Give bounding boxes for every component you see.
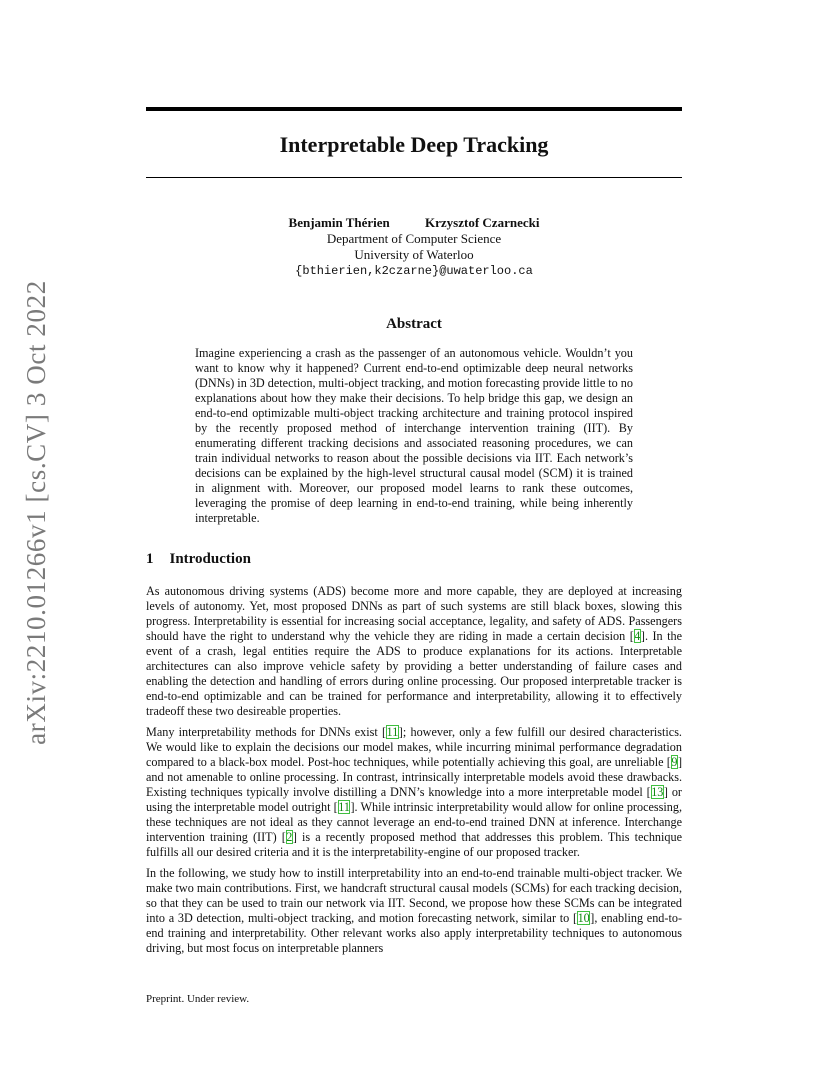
author-department: Department of Computer Science bbox=[326, 231, 502, 246]
paragraph: Many interpretability methods for DNNs exist [11]; however, only a few fulfill our desired characteristics. We would like to explain the decisions our model makes, while incurring minimal performance degradation compared to a black-box model. Post-hoc techniques, while potentially achieving this goal, are unreliable [9] and not amenable to online processing. In contrast, intrinsically interpretable models avoid these drawbacks. Existing techniques typically involve distilling a DNN’s knowledge into a more interpretable model [13] or using the interpretable model outright [11]. While intrinsic interpretability would allow for online processing, these techniques are not ideal as they cannot leverage an end-to-end trained DNN at inference. Interchange intervention training (IIT) [2] is a recently proposed method that addresses this problem. This technique fulfills all our desired criteria and it is the interpretability-engine of our proposed tracker. bbox=[146, 725, 682, 859]
paragraph-text: In the following, we study how to instill interpretability into an end-to-end trainable multi-object tracker. We make two main contributions. First, we handcraft structural causal models (SCMs) for each tracking decision, so that they can be used to train our network via IIT. Second, we propose how these SCMs can be integrated into a 3D detection, multi-object tracking, and motion forecasting network, similar to bbox=[146, 866, 682, 925]
paragraph-text: . In the event of a crash, legal entities require the ADS to produce explanations for its actions. Interpretable architectures can also improve vehicle safety by providing a better understanding of failure cases and enabling the detection and handling of errors during online processing. Our proposed interpretable tracker is end-to-end optimizable and can be trained for performance and interpretability, allowing it to effectively tradeoff these two desireable properties. bbox=[146, 629, 682, 718]
section-title: Introduction bbox=[169, 551, 251, 567]
section-number: 1 bbox=[146, 551, 154, 567]
citation-link[interactable]: 13 bbox=[651, 785, 664, 799]
title-bottom-rule bbox=[146, 177, 682, 178]
introduction-body bbox=[146, 584, 682, 962]
citation-link[interactable]: 9 bbox=[671, 755, 678, 769]
citation-link[interactable]: 11 bbox=[338, 800, 350, 814]
arxiv-identifier-text: arXiv:2210.01266v1 [cs.CV] 3 Oct 2022 bbox=[20, 279, 51, 745]
author-names bbox=[146, 215, 682, 231]
paper-title: Interpretable Deep Tracking bbox=[279, 132, 549, 157]
citation-link[interactable]: 10 bbox=[577, 911, 590, 925]
author-name: Benjamin Thérien bbox=[288, 215, 390, 230]
author-university: University of Waterloo bbox=[354, 247, 474, 262]
paragraph-text: , enabling end-to-end training and interpretability. Other relevant works also apply interpretability techniques to autonomous driving, but most focus on interpretable planners bbox=[146, 911, 682, 955]
paragraph-text: Many interpretability methods for DNNs exist bbox=[146, 725, 382, 739]
paragraph: In the following, we study how to instill interpretability into an end-to-end trainable multi-object tracker. We make two main contributions. First, we handcraft structural causal models (SCMs) for each tracking decision, so that they can be used to train our network via IIT. Second, we propose how these SCMs can be integrated into a 3D detection, multi-object tracking, and motion forecasting network, similar to [10], enabling end-to-end training and interpretability. Other relevant works also apply interpretability techniques to autonomous driving, but most focus on interpretable planners bbox=[146, 866, 682, 955]
abstract-heading: Abstract bbox=[386, 316, 442, 332]
citation-link[interactable]: 2 bbox=[286, 830, 293, 844]
section-heading-introduction bbox=[146, 549, 251, 569]
paragraph-text: and not amenable to online processing. In contrast, intrinsically interpretable models avoid these drawbacks. Existing techniques typically involve distilling a DNN’s knowledge into a more interpretable model bbox=[146, 770, 682, 799]
paragraph-text: ; however, only a few fulfill our desired characteristics. We would like to explain the decisions our model makes, while incurring minimal performance degradation compared to a black-box model. Post-hoc techniques, while potentially achieving this goal, are unreliable bbox=[146, 725, 682, 769]
citation-link[interactable]: 11 bbox=[386, 725, 399, 739]
preprint-footer: Preprint. Under review. bbox=[146, 993, 250, 1005]
author-block bbox=[146, 215, 682, 279]
paragraph-text: is a recently proposed method that addresses this problem. This technique fulfills all our desired criteria and it is the interpretability-engine of our proposed tracker. bbox=[146, 830, 682, 859]
title-top-rule bbox=[146, 107, 682, 111]
abstract-text: Imagine experiencing a crash as the passenger of an autonomous vehicle. Wouldn’t you want to know why it happened? Current end-to-end optimizable deep neural networks (DNNs) in 3D detection, multi-object tracking, and motion forecasting provide little to no explanations about how they make their decisions. To help bridge this gap, we design an end-to-end optimizable multi-object tracking architecture and training protocol inspired by the recently proposed method of interchange intervention training (IIT). By enumerating different tracking decisions and associated reasoning procedures, we can train individual networks to reason about the possible decisions via IIT. Each network’s decisions can be explained by the high-level structural causal model (SCM) it is trained in alignment with. Moreover, our proposed model learns to rank these outcomes, leveraging the promise of deep learning in end-to-end training, while being inherently interpretable. bbox=[195, 346, 633, 525]
author-email: {bthierien,k2czarne}@uwaterloo.ca bbox=[295, 264, 533, 278]
paragraph-text: As autonomous driving systems (ADS) become more and more capable, they are deployed at increasing levels of autonomy. Yet, most proposed DNNs as part of such systems are still black boxes, slowing this progress. Interpretability is essential for increasing social acceptance, legality, and safety of ADS. Passengers should have the right to understand why the vehicle they are riding in made a certain decision bbox=[146, 584, 682, 643]
paragraph: As autonomous driving systems (ADS) become more and more capable, they are deployed at increasing levels of autonomy. Yet, most proposed DNNs as part of such systems are still black boxes, slowing this progress. Interpretability is essential for increasing social acceptance, legality, and safety of ADS. Passengers should have the right to understand why the vehicle they are riding in made a certain decision [4]. In the event of a crash, legal entities require the ADS to produce explanations for its actions. Interpretable architectures can also improve vehicle safety by providing a better understanding of failure cases and enabling the detection and handling of errors during online processing. Our proposed interpretable tracker is end-to-end optimizable and can be trained for performance and interpretability, allowing it to effectively tradeoff these two desireable properties. bbox=[146, 584, 682, 718]
paragraph-text: or using the interpretable model outright bbox=[146, 785, 682, 814]
arxiv-identifier bbox=[18, 279, 54, 745]
author-name: Krzysztof Czarnecki bbox=[425, 215, 540, 230]
citation-link[interactable]: 4 bbox=[634, 629, 641, 643]
paragraph-text: . While intrinsic interpretability would allow for online processing, these techniques are not ideal as they cannot leverage an end-to-end trained DNN at inference. Interchange intervention training (IIT) bbox=[146, 800, 682, 844]
